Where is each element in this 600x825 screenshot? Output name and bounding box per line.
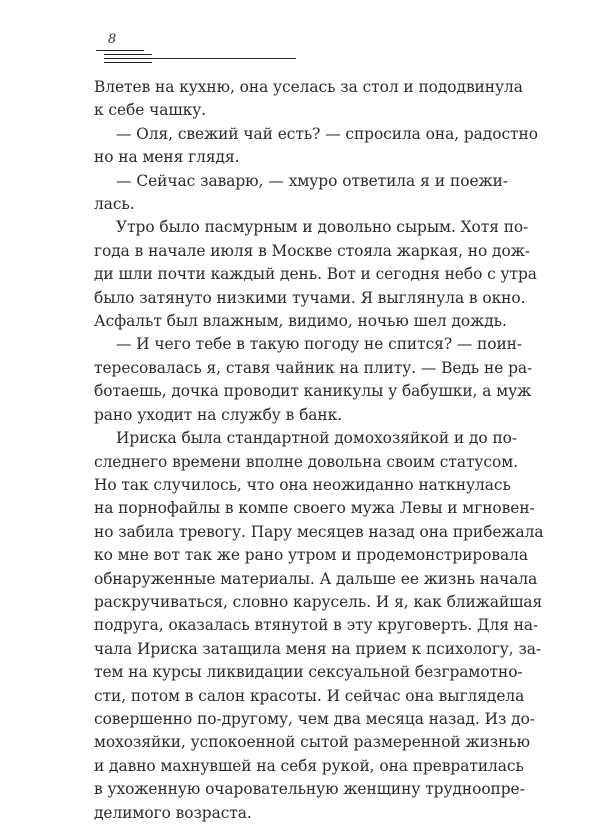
text-line: к себе чашку.	[94, 101, 207, 120]
text-line: ди шли почти каждый день. Вот и сегодня небо с утра	[94, 265, 537, 284]
text-line: на порнофайлы в компе своего мужа Левы и мгновен-	[94, 499, 535, 518]
text-line: подруга, оказалась втянутой в эту круговерть. Для на-	[94, 616, 539, 635]
text-line: чала Ириска затащила меня на прием к психологу, за-	[94, 639, 542, 658]
text-line: тересовалась я, ставя чайник на плиту. — Ведь не ра-	[94, 358, 533, 377]
text-line: но забила тревогу. Пару месяцев назад она прибежала	[94, 522, 544, 541]
text-line: Утро было пасмурным и довольно сырым. Хотя по-	[116, 218, 529, 237]
text-line: было затянуто низкими тучами. Я выглянула в окно.	[94, 288, 526, 307]
text-line: делимого возраста.	[94, 803, 252, 822]
text-line: и давно махнувшей на себя рукой, она превратилась	[94, 756, 524, 775]
text-line: Ириска была стандартной домохозяйкой и до по-	[116, 429, 518, 448]
text-line: года в начале июля в Москве стояла жаркая, но дож-	[94, 241, 530, 260]
header-rule-4	[104, 62, 152, 63]
text-line: раскручиваться, словно карусель. И я, как ближайшая	[94, 592, 543, 611]
text-line: обнаруженные материалы. А дальше ее жизнь начала	[94, 569, 538, 588]
text-line: но на меня глядя.	[94, 148, 240, 167]
header-rule-3	[104, 58, 296, 59]
header-rule-2	[104, 54, 152, 55]
text-line: рано уходит на службу в банк.	[94, 405, 343, 424]
header-rule-1	[96, 50, 144, 51]
text-line: совершенно по-другому, чем два месяца назад. Из до-	[94, 709, 535, 728]
text-line: — И чего тебе в такую погоду не спится? — поин-	[116, 335, 523, 354]
page-number: 8	[108, 32, 117, 47]
text-line: тем на курсы ликвидации сексуальной безграмотно-	[94, 663, 523, 682]
text-line: — Оля, свежий чай есть? — спросила она, радостно	[116, 124, 538, 143]
body-text	[94, 76, 544, 825]
text-line: в ухоженную очаровательную женщину трудноопре-	[94, 780, 525, 799]
text-line: следнего времени вполне довольна своим статусом.	[94, 452, 518, 471]
text-line: лась.	[94, 195, 135, 214]
text-line: — Сейчас заварю, — хмуро ответила я и поежи-	[116, 171, 508, 190]
text-line: сти, потом в салон красоты. И сейчас она выглядела	[94, 686, 525, 705]
text-line: ко мне вот так же рано утром и продемонстрировала	[94, 546, 529, 565]
text-line: Асфальт был влажным, видимо, ночью шел дождь.	[94, 312, 507, 331]
text-line: мохозяйки, успокоенной сытой размеренной жизнью	[94, 733, 531, 752]
text-line: Влетев на кухню, она уселась за стол и пододвинула	[94, 78, 523, 96]
text-line: ботаешь, дочка проводит каникулы у бабушки, а муж	[94, 382, 532, 401]
text-line: Но так случилось, что она неожиданно наткнулась	[94, 475, 511, 494]
